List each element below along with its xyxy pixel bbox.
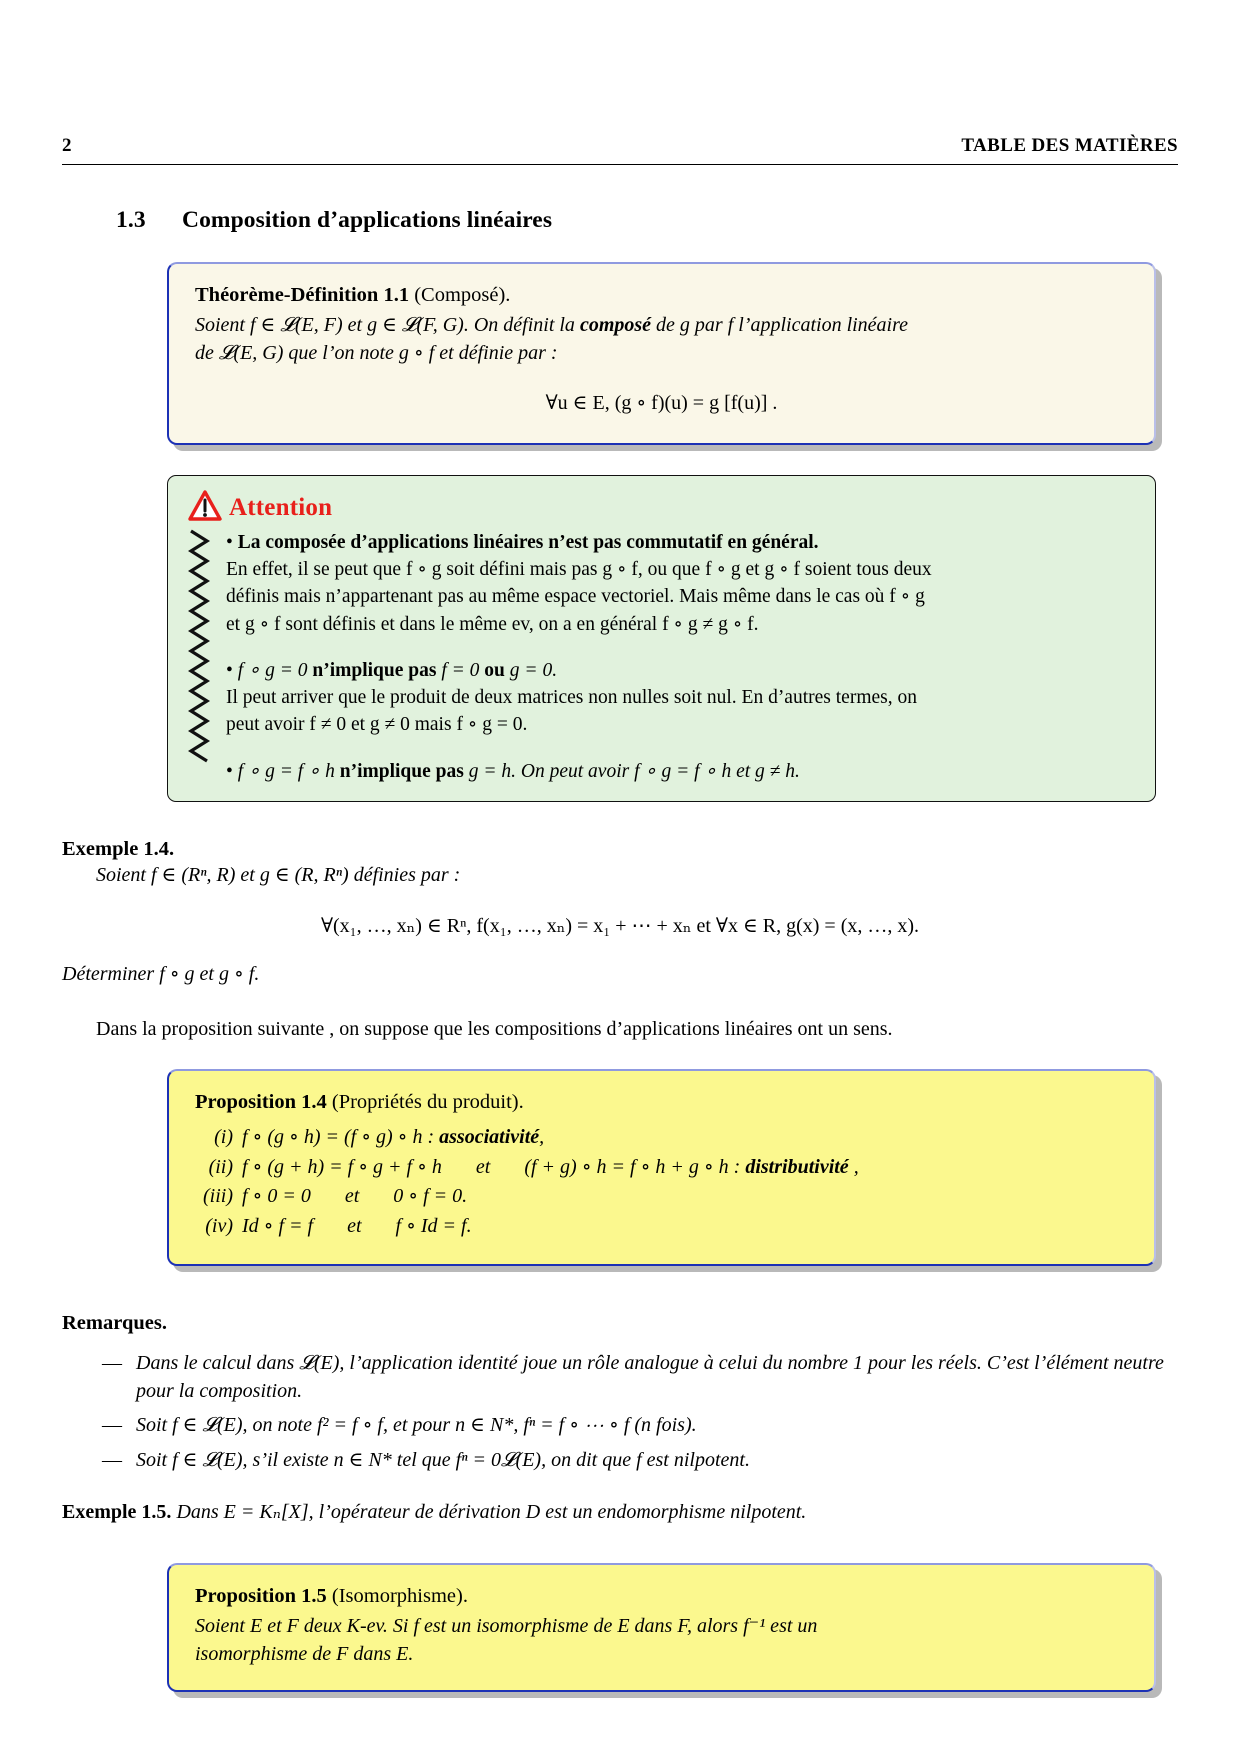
attention-item-2-line-2: peut avoir f ≠ 0 et g ≠ 0 mais f ∘ g = 0. [226,714,528,736]
dash-bullet-icon: — [102,1448,122,1471]
item-text-2: 0 ∘ f = 0. [393,1185,468,1208]
remarques-section [62,1312,1178,1475]
theorem-line-1 [195,311,1128,339]
item-emph: associativité [439,1126,540,1149]
attention-title: Attention [229,494,333,522]
item-text: f ∘ 0 = 0 [242,1185,311,1208]
theorem-line-1a: Soient f ∈ 𝓛(E, F) et g ∈ 𝓛(F, G). On définit la [195,313,580,336]
running-header-title: TABLE DES MATIÈRES [961,135,1178,156]
page-number: 2 [62,135,72,156]
proposition-1-4-item-iv [195,1212,1128,1242]
attention-box [167,475,1156,802]
attention-item-2-bold-1: n’implique pas [312,659,437,681]
theorem-display-formula: ∀u ∈ E, (g ∘ f)(u) = g [f(u)] . [545,391,778,414]
proposition-1-4-wrapper [167,1069,1156,1265]
attention-item-3 [226,758,1131,785]
theorem-title [195,284,1128,307]
example-1-5 [62,1498,1178,1526]
item-text-2: (f + g) ∘ h = f ∘ h + g ∘ h : [524,1155,746,1178]
attention-item-2-post: g = 0. [504,659,558,681]
section-heading [116,207,1178,234]
example-1-4-label: Exemple 1.4. [62,838,175,861]
attention-item-2 [226,657,1131,739]
remarque-item-1-text [136,1349,1178,1406]
attention-item-3-pre: f ∘ g = f ∘ h [237,760,340,782]
attention-body [188,529,1131,785]
attention-item-1-line-1: En effet, il se peut que f ∘ g soit défini mais pas g ∘ f, ou que f ∘ g et g ∘ f soient tous deux [226,558,932,580]
remarque-item-1-line-1: Dans le calcul dans 𝓛(E), l’application identité joue un rôle analogue à celui du nombre 1 [136,1351,864,1374]
attention-item-3-lead [226,758,1131,785]
theorem-line-2: de 𝓛(E, G) que l’on note g ∘ f et définie par : [195,342,558,365]
attention-item-3-post: g = h. On peut avoir f ∘ g = f ∘ h et g ≠ h. [463,760,800,782]
remarques-title: Remarques. [62,1311,167,1334]
proposition-1-4-paren: (Propriétés du produit). [331,1091,524,1114]
item-text: f ∘ (g ∘ h) = (f ∘ g) ∘ h : [242,1126,440,1149]
attention-item-2-lead [226,657,1131,684]
page-content [62,136,1178,1692]
remarque-item-1 [102,1349,1178,1406]
running-header [62,136,1178,165]
remarque-item-1-line-2: pour les réels. C’est l’élément neutre pour la composition. [136,1351,1164,1402]
section-title: Composition d’applications linéaires [182,206,553,233]
item-emph: distributivité [745,1155,849,1178]
dash-bullet-icon: — [102,1351,122,1374]
bullet-icon: • [226,659,233,681]
proposition-1-5-line-1: Soient E et F deux K-ev. Si f est un isomorphisme de E dans F, alors f⁻¹ est un [195,1614,818,1637]
dash-bullet-icon: — [102,1414,122,1437]
zigzag-decoration-icon [188,529,212,785]
attention-item-1-lead-text: La composée d’applications linéaires n’est pas commutatif en général. [237,531,819,553]
proposition-1-4-item-i [195,1123,1128,1153]
proposition-1-5-box [167,1563,1156,1693]
attention-item-2-bold-2: ou [484,659,505,681]
example-1-4-line-1: Soient f ∈ (Rⁿ, R) et g ∈ (R, Rⁿ) définies par : [96,864,461,887]
theorem-label: Théorème-Définition 1.1 [195,283,410,306]
theorem-definition-box [167,262,1156,445]
attention-item-1-line-3: et g ∘ f sont définis et dans le même ev, on a en général f ∘ g ≠ g ∘ f. [226,613,759,635]
item-tag: (iv) [205,1215,233,1237]
proposition-1-5-paren: (Isomorphisme). [331,1584,468,1607]
attention-item-1 [226,529,1131,638]
attention-item-1-line-2: définis mais n’appartenant pas au même espace vectoriel. Mais même dans le cas où f ∘ g [226,586,925,608]
proposition-1-4-title [195,1091,1128,1114]
attention-item-2-pre: f ∘ g = 0 [237,659,313,681]
item-middle: et [475,1155,491,1178]
item-text-2: f ∘ Id = f. [395,1215,472,1237]
item-text: f ∘ (g + h) = f ∘ g + f ∘ h [242,1155,442,1178]
proposition-1-4-item-iii [195,1182,1128,1212]
warning-triangle-icon [188,490,222,527]
attention-item-2-line-1: Il peut arriver que le produit de deux matrices non nulles soit nul. En d’autres termes, on [226,687,917,709]
bullet-icon: • [226,760,233,782]
example-1-5-label: Exemple 1.5. [62,1501,172,1524]
remarque-item-2 [102,1411,1178,1439]
item-tag: (ii) [208,1155,233,1178]
item-tag: (i) [214,1126,233,1149]
example-1-4-formula: ∀(x₁, …, xₙ) ∈ Rⁿ, f(x₁, …, xₙ) = x₁ + ⋯ + xₙ et ∀x ∈ R, g(x) = (x, …, x). [320,915,920,938]
proposition-1-5-line-2: isomorphisme de F dans E. [195,1642,414,1665]
attention-item-2-mid: f = 0 [436,659,485,681]
intro-paragraph: Dans la proposition suivante , on suppose que les compositions d’applications linéaires ont un sens. [96,1017,893,1040]
attention-item-3-bold-1: n’implique pas [339,760,464,782]
proposition-1-5-label: Proposition 1.5 [195,1584,327,1607]
item-tag: (iii) [203,1185,233,1208]
remarque-item-2-text: Soit f ∈ 𝓛(E), on note f² = f ∘ f, et pour n ∈ N*, fⁿ = f ∘ ⋯ ∘ f (n fois). [136,1414,697,1437]
item-text: Id ∘ f = f [242,1215,314,1237]
section-number: 1.3 [116,206,146,233]
remarque-item-3-text: Soit f ∈ 𝓛(E), s’il existe n ∈ N* tel que fⁿ = 0𝓛(E), on dit que f est nilpotent. [136,1448,750,1471]
attention-box-wrapper [167,475,1156,802]
theorem-paren: (Composé). [414,283,511,306]
remarques-list [102,1349,1178,1475]
proposition-1-4-list [195,1123,1128,1241]
proposition-1-4-item-ii [195,1153,1128,1183]
attention-header [188,490,1131,527]
theorem-box-wrapper [167,262,1156,445]
item-middle: et [347,1215,362,1237]
proposition-1-5-title [195,1585,1128,1608]
proposition-1-4-box [167,1069,1156,1265]
remarque-item-3 [102,1446,1178,1474]
example-1-4-line-2: Déterminer f ∘ g et g ∘ f. [62,963,260,986]
theorem-term-compose: composé [579,313,652,336]
example-1-5-text: Dans E = Kₙ[X], l’opérateur de dérivation D est un endomorphisme nilpotent. [176,1501,807,1524]
item-tail: , [539,1126,545,1149]
item-tail: , [848,1155,859,1178]
attention-item-1-lead [226,529,1131,556]
bullet-icon: • [226,531,233,553]
theorem-line-1b: de g par f l’application linéaire [651,313,909,336]
example-1-4 [62,838,1178,989]
proposition-1-5-wrapper [167,1563,1156,1693]
proposition-1-4-label: Proposition 1.4 [195,1091,327,1114]
item-middle: et [344,1185,360,1208]
